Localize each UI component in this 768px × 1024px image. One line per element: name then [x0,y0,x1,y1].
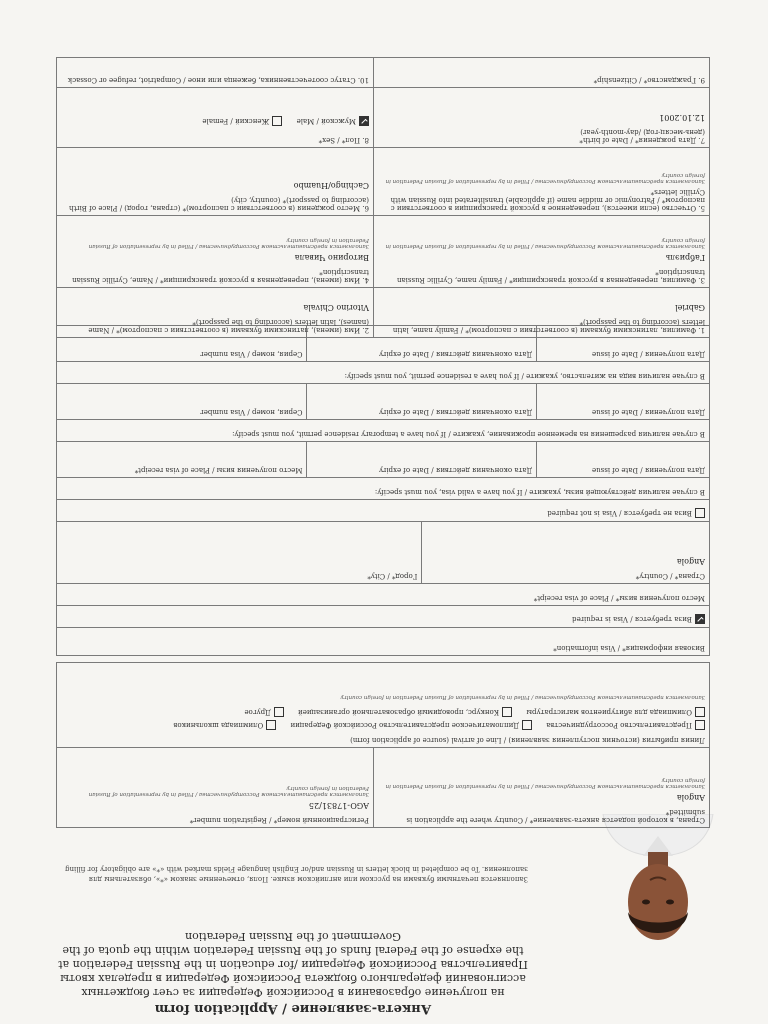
patronymic-label: 5. Отчество (если имеется), переведенное в русской транскрипции в соответствии с паспортом* / Patronymic or middle name (if applicable) transliterated into Russian with Cyrillic letters* [390,188,705,212]
arrival-option-5[interactable]: Конкурс, проводимый образовательной организацией [298,707,512,717]
country-label: Страна, в которой подается анкета-заявление* / Country where the application is submitted* [406,808,705,824]
visa-place-label: Место получения визы* / Place of visa receipt* [533,594,705,602]
given-name-label: 2. Имя (имена), латинскими буквами (в соответствии с паспортом)* / Name (names), latin letters (according to the passport)* [88,318,369,334]
temp-permit-cell [57,420,710,442]
sex-cell [57,88,374,148]
arrival-option-2-checkbox[interactable] [522,720,532,730]
form-title [58,929,528,1016]
valid-issue-label: Дата получения / Date of issue [592,466,705,474]
sex-female-checkbox[interactable] [272,116,282,126]
country-cell [374,748,710,828]
compatriot-status-cell[interactable] [57,58,374,88]
dob-format: (день-месяц-год) /day-month-year) [580,128,705,136]
visa-not-required-cell[interactable] [57,500,710,522]
visa-country-value[interactable]: Angola [676,557,705,566]
arrival-option-6-checkbox[interactable] [274,707,284,717]
birthplace-label: 6. Место рождения (в соответствии с паспортом)* (страна, город) / Place of Birth (according to passport)* (country, city) [68,196,369,212]
patronymic-cell [374,148,710,216]
sex-options [61,113,369,126]
country-rep-note: Заполняется представительством Россотрудничества / Filled in by representation of Russian Federation in foreign country [385,777,705,789]
arrival-line-cell [57,663,710,748]
temp-permit-label: В случае наличия разрешения на временное проживание, укажите / If you have a temporary residence permit, you must specify: [232,430,705,438]
valid-receipt-cell[interactable] [57,442,307,478]
visa-required-cell[interactable] [57,606,710,628]
temp-expiry-cell[interactable] [307,384,537,420]
registration-value[interactable]: AGO-17831/25 [308,801,369,810]
valid-receipt-label: Место получения визы / Place of visa receipt* [134,466,303,474]
visa-required-checkbox[interactable] [695,614,705,624]
sex-label: 8. Пол* / Sex* [318,136,369,144]
sex-male-checkbox[interactable] [359,116,369,126]
residence-permit-label: В случае наличия вида на жительство, укажите / If you have a residence permit, you must specify: [344,372,705,380]
section-visa [56,325,710,656]
arrival-option-5-checkbox[interactable] [502,707,512,717]
family-name-ru-cell [374,216,710,288]
given-name-ru-cell [57,216,374,288]
arrival-option-1-checkbox[interactable] [695,720,705,730]
given-name-cell [57,288,374,338]
visa-country-label: Страна* / Country* [635,572,705,580]
visa-required-label: Виза требуется / Visa is required [572,615,692,623]
valid-visa-label: В случае наличия действующей визы, укажите / If you have a valid visa, you must specify: [374,488,705,496]
temp-number-label: Серия, номер / Visa number [200,408,303,416]
valid-expiry-cell[interactable] [307,442,537,478]
family-name-cell [374,288,710,338]
temp-expiry-label: Дата окончания действия / Date of expiry [378,408,533,416]
given-name-ru-note: Заполняется представительством Россотрудничества / Filled in by representation of Russian Federation in foreign country [88,237,369,249]
visa-city-label: Город* / City* [367,572,418,580]
birthplace-cell [57,148,374,216]
arrival-options [61,704,705,730]
visa-not-required-label: Виза не требуется / Visa is not required [547,509,692,517]
title-subtitle: на получение образования в Российской Федерации за счет бюджетных ассигнований федерального бюджета Российской Федерации в пределах квоты Правительства Российской Федерации /for education in the Russian Federation at the expense of the Federal funds of the Russian Federation within the quota of the Government of the Russian Federation [58,930,528,999]
valid-issue-cell[interactable] [537,442,710,478]
visa-info-label: Визовая информация* / Visa information* [553,644,705,652]
temp-issue-label: Дата получения / Date of issue [592,408,705,416]
arrival-option-1[interactable]: Представительство Россотрудничества [546,720,705,730]
registration-label: Регистрационный номер* / Registration number* [189,816,369,824]
title-main: Анкета-заявление / Application form [154,1001,432,1016]
dob-value[interactable]: 12.10.2001 [659,113,705,122]
arrival-option-2[interactable]: Дипломатическое представительство Российской Федерации [290,720,532,730]
visa-city-cell [57,522,422,584]
family-name-ru-value[interactable]: Габриэль [665,253,705,262]
arrival-rep-note: Заполняется представительством Россотрудничества / Filled in by representation of Russian Federation in foreign country [340,694,705,700]
temp-number-cell[interactable] [57,384,307,420]
residence-permit-cell [57,362,710,384]
res-number-label: Серия, номер / Visa number [200,350,303,358]
registration-cell [57,748,374,828]
fill-note: Заполняется печатными буквами на русском или английском языке. Поля, отмеченные знаком «*», обязательны для заполнения. To be completed in block letters in Russian and/or English language Fields marked with «*» are obligatory for filling [65,865,528,883]
section-personal [56,57,710,338]
res-expiry-label: Дата окончания действия / Date of expiry [378,350,533,358]
applicant-photo [588,814,728,954]
given-name-ru-label: 4. Имя (имена), переведенная в русской транскрипции* / Name, Cyrillic Russian transcription* [72,268,369,284]
arrival-option-3-checkbox[interactable] [266,720,276,730]
arrival-option-3[interactable]: Олимпиада школьников [173,720,276,730]
section-country-registration [56,662,710,828]
family-name-ru-label: 3. Фамилия, переведенная в русской транскрипции* / Family name, Cyrillic Russian transcription* [396,268,705,284]
visa-country-cell [422,522,710,584]
dob-cell [374,88,710,148]
visa-info-cell [57,628,710,656]
family-name-value[interactable]: Gabriel [675,303,705,312]
sex-male-option[interactable]: Мужской / Male [297,116,369,126]
res-issue-label: Дата получения / Date of issue [592,350,705,358]
valid-visa-cell [57,478,710,500]
compatriot-status-label: 10. Статус соотечественника, беженца или иное / Compatriot, refugee or Cossack [67,76,369,84]
arrival-line-label: Линия прибытия (источник поступления заявления) / Line of arrival (source of application form) [350,736,705,744]
arrival-option-6[interactable]: Другое [244,707,283,717]
valid-expiry-label: Дата окончания действия / Date of expiry [378,466,533,474]
given-name-value[interactable]: Vitorino Chivala [303,303,369,312]
citizenship-cell[interactable] [374,58,710,88]
family-name-label: 1. Фамилия, латинскими буквами (в соответствии с паспортом)* / Family name, latin letters (according to the passport)* [392,318,705,334]
dob-label: 7. Дата рождения* / Date of birth* [579,136,705,144]
visa-not-required-checkbox[interactable] [695,508,705,518]
sex-female-option[interactable]: Женский / Female [202,116,282,126]
given-name-ru-value[interactable]: Виторино Чивала [294,253,369,262]
temp-issue-cell[interactable] [537,384,710,420]
family-name-ru-note: Заполняется представительством Россотрудничества / Filled in by representation of Russian Federation in foreign country [385,237,705,249]
arrival-option-4[interactable]: Олимпиада для абитуриентов магистратуры [526,707,705,717]
country-value[interactable]: Angola [676,793,705,802]
patronymic-note: Заполняется представительством Россотрудничества / Filled in by representation of Russian Federation in foreign country [385,172,705,184]
registration-rep-note: Заполняется представительством Россотрудничества / Filled in by representation of Russian Federation in foreign country [88,785,369,797]
citizenship-label: 9. Гражданство* / Citizenship* [593,76,705,84]
visa-place-cell [57,584,710,606]
birthplace-value[interactable]: Cachingo/Huambo [293,181,369,190]
arrival-option-4-checkbox[interactable] [695,707,705,717]
